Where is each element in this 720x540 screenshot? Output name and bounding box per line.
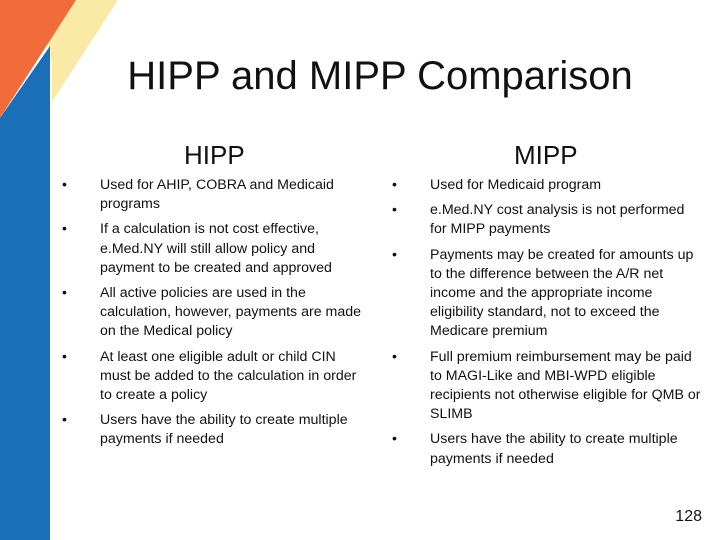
bullet-text: Payments may be created for amounts up to the difference between the A/R net income and the appropriate income eligibility standard, not to exceed the Medicare premium [430,246,694,340]
bullet-text: At least one eligible adult or child CIN must be added to the calculation in order to create a policy [100,348,357,404]
list-item [392,430,702,468]
mipp-bullet-list [392,176,702,469]
list-item [62,411,362,449]
bullet-marker: • [392,177,397,193]
bullet-marker: • [62,412,67,429]
slide-title: HIPP and MIPP Comparison [127,54,633,98]
list-item [392,176,702,195]
bullet-text: All active policies are used in the calculation, however, payments are made on the Medical policy [100,285,362,340]
list-item [62,176,362,214]
hipp-heading: HIPP [184,140,245,170]
list-item [392,348,702,425]
list-item [62,348,362,406]
bullet-marker: • [392,431,397,448]
bullet-marker: • [392,348,397,365]
bullet-marker: • [62,221,67,238]
bullet-text: If a calculation is not cost effective, e.Med.NY will still allow policy and payment to be created and approved [100,221,332,276]
bullet-text: Used for AHIP, COBRA and Medicaid programs [100,177,334,213]
list-item [392,201,702,239]
bullet-marker: • [392,202,397,219]
list-item [62,220,362,278]
slide-number: 128 [675,508,702,525]
bullet-text: Full premium reimbursement may be paid to MAGI-Like and MBI-WPD eligible recipients not otherwise eligible for QMB or SLIMB [430,348,701,423]
list-item [392,246,702,342]
bullet-text: e.Med.NY cost analysis is not performed for MIPP payments [430,202,685,238]
bullet-text: Users have the ability to create multiple payments if needed [430,431,678,467]
bullet-marker: • [392,246,397,263]
list-item [62,284,362,342]
bullet-marker: • [62,177,67,193]
bullet-text: Used for Medicaid program [430,177,602,193]
bullet-text: Users have the ability to create multiple payments if needed [100,412,348,448]
bullet-marker: • [62,285,67,302]
mipp-heading: MIPP [514,140,578,170]
hipp-bullet-list [62,176,362,450]
blue-bar [0,46,50,540]
bullet-marker: • [62,348,67,365]
